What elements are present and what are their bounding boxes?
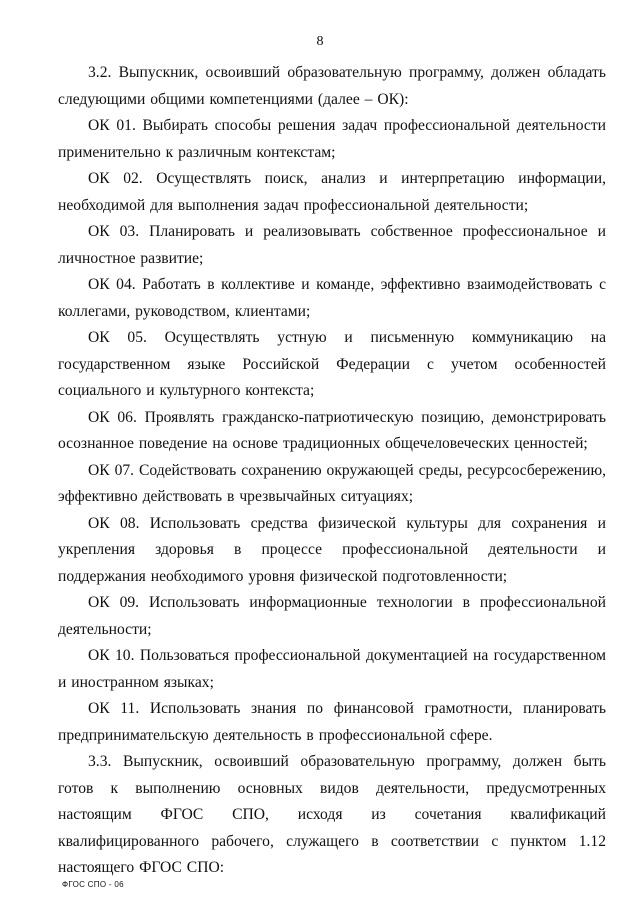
paragraph-ok-08: ОК 08. Использовать средства физической культуры для сохранения и укрепления здоровья в процессе профессиональной деятельности и поддержания необходимого уровня физической подготовленности; xyxy=(58,514,606,585)
paragraph-ok-07: ОК 07. Содействовать сохранению окружающей среды, ресурсосбережению, эффективно действовать в чрезвычайных ситуациях; xyxy=(58,461,606,505)
paragraph-ok-10: ОК 10. Пользоваться профессиональной документацией на государственном и иностранном языках; xyxy=(58,647,606,691)
paragraph-ok-06: ОК 06. Проявлять гражданско-патриотическую позицию, демонстрировать осознанное поведение на основе традиционных общечеловеческих ценностей; xyxy=(58,408,606,452)
footer-label: ФГОС СПО - 06 xyxy=(62,880,124,889)
paragraph-ok-03: ОК 03. Планировать и реализовывать собственное профессиональное и личностное развитие; xyxy=(58,223,606,267)
paragraph-3-2: 3.2. Выпускник, освоивший образовательную программу, должен обладать следующими общими компетенциями (далее – ОК): xyxy=(58,64,606,108)
paragraph-ok-01: ОК 01. Выбирать способы решения задач профессиональной деятельности применительно к различным контекстам; xyxy=(58,117,606,161)
paragraph-ok-09: ОК 09. Использовать информационные технологии в профессиональной деятельности; xyxy=(58,594,606,638)
document-body xyxy=(58,60,606,882)
page-number: 8 xyxy=(316,34,324,49)
paragraph-3-3: 3.3. Выпускник, освоивший образовательную программу, должен быть готов к выполнению основных видов деятельности, предусмотренных настоящим ФГОС СПО, исходя из сочетания квалификаций квалифицированного рабочего, служащего в соответствии с пунктом 1.12 настоящего ФГОС СПО: xyxy=(58,753,606,876)
paragraph-ok-04: ОК 04. Работать в коллективе и команде, эффективно взаимодействовать с коллегами, руководством, клиентами; xyxy=(58,276,606,320)
paragraph-ok-11: ОК 11. Использовать знания по финансовой грамотности, планировать предпринимательскую деятельность в профессиональной сфере. xyxy=(58,700,606,744)
paragraph-ok-02: ОК 02. Осуществлять поиск, анализ и интерпретацию информации, необходимой для выполнения задач профессиональной деятельности; xyxy=(58,170,606,214)
paragraph-ok-05: ОК 05. Осуществлять устную и письменную коммуникацию на государственном языке Российской Федерации с учетом особенностей социального и культурного контекста; xyxy=(58,329,606,399)
